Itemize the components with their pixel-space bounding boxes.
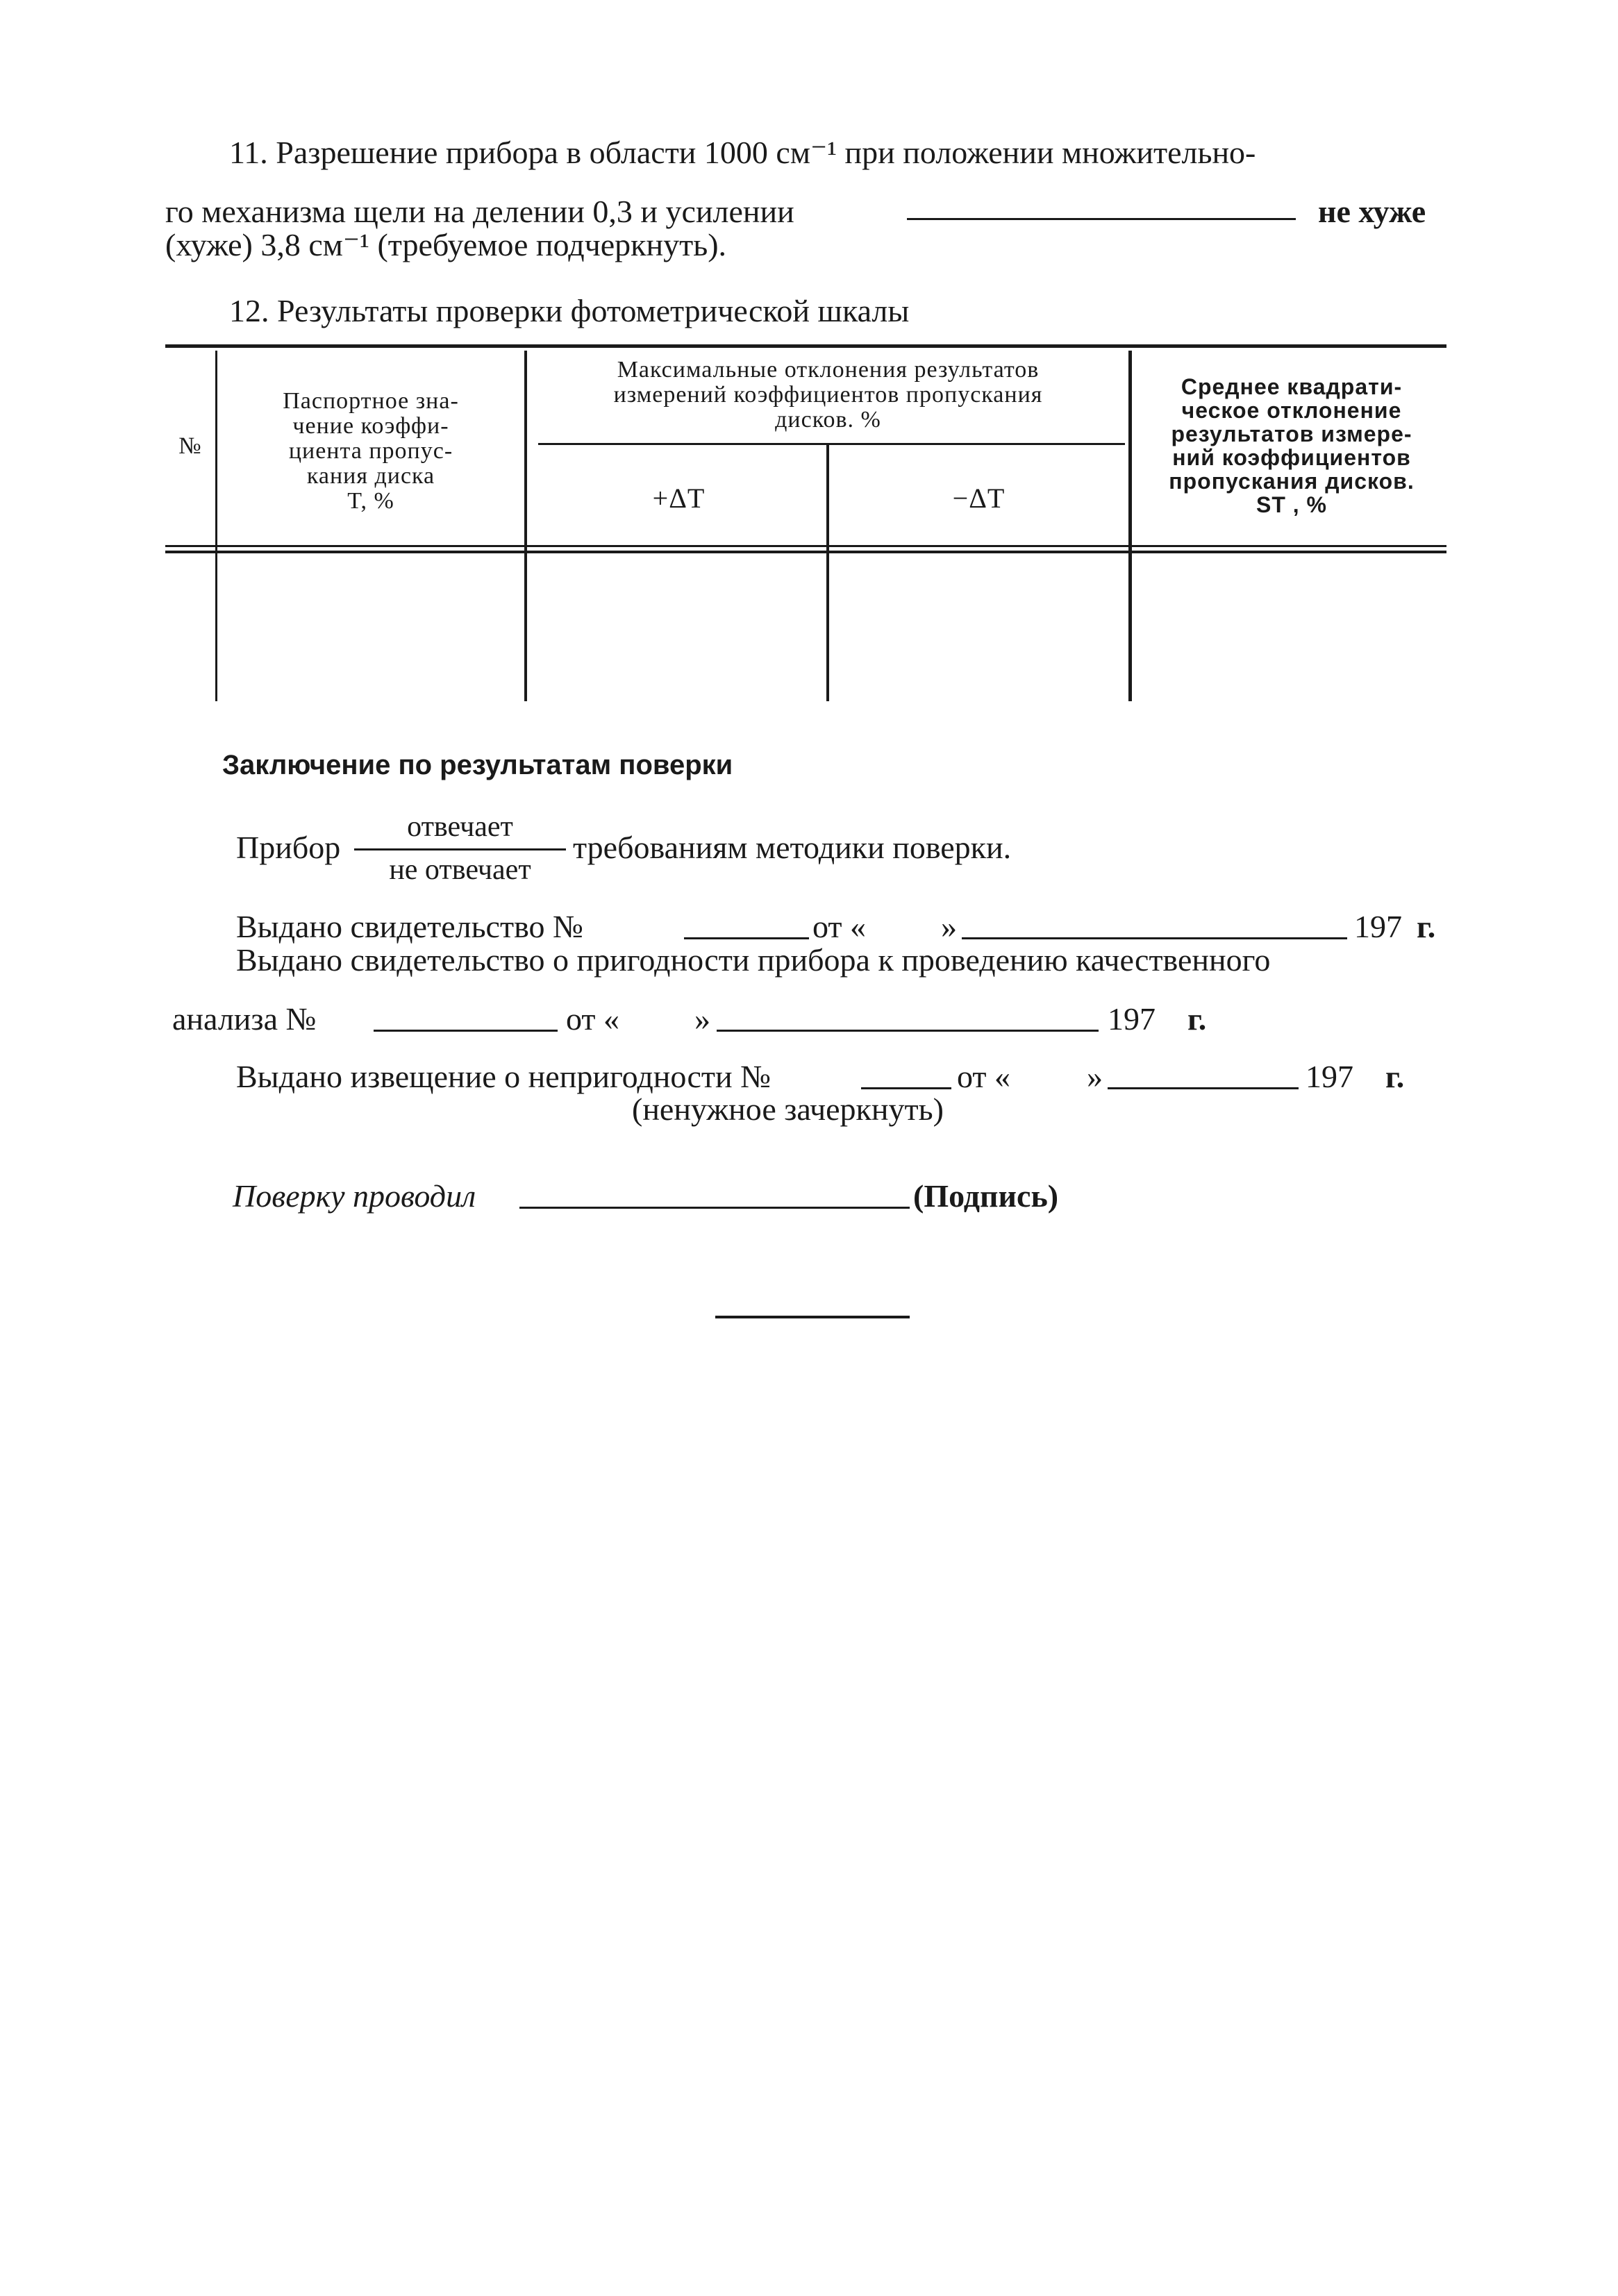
table-col-passport: Паспортное зна- чение коэффи- циента пропус- кания диска T, % (283, 388, 459, 514)
table-col-plus-delta: +ΔT (652, 483, 706, 514)
item11-line2: го механизма щели на делении 0,3 и усилении (165, 194, 794, 229)
option-complies: отвечает (407, 811, 513, 843)
table-col-minus-delta: −ΔT (952, 483, 1006, 514)
certificate-date-blank (962, 937, 1347, 939)
performed-by-label: Поверку проводил (233, 1178, 476, 1214)
certificate-label: Выдано свидетельство № (236, 909, 583, 944)
notice-year-suffix: г. (1385, 1059, 1405, 1094)
fitness-certificate-line2: анализа № (172, 1001, 317, 1037)
certificate-year: 197 (1354, 909, 1402, 944)
certificate-close-quote: » (941, 909, 957, 944)
item11-line2-right: не хуже (1318, 194, 1426, 229)
closing-rule (715, 1316, 910, 1318)
table-header-rule-1 (165, 545, 1446, 547)
table-subheader-rule (538, 443, 1125, 445)
table-col-number: № (178, 433, 202, 459)
notice-close-quote: » (1087, 1059, 1103, 1094)
notice-year: 197 (1306, 1059, 1353, 1094)
table-col-max-deviation: Максимальные отклонения результатов измерений коэффициентов пропускания дисков. % (613, 357, 1043, 433)
item11-line1: 11. Разрешение прибора в области 1000 см⁻¹ при положении множительно- (229, 135, 1256, 170)
conclusion-heading: Заключение по результатам поверки (222, 750, 733, 780)
notice-date-blank (1108, 1087, 1299, 1089)
fitness-close-quote: » (694, 1001, 710, 1037)
table-vline-3 (826, 444, 829, 701)
fitness-certificate-line1: Выдано свидетельство о пригодности прибора к проведению качественного (236, 942, 1271, 978)
unfitness-notice-label: Выдано извещение о непригодности № (236, 1059, 772, 1094)
fitness-number-blank (374, 1030, 558, 1032)
item11-line3: (хуже) 3,8 см⁻¹ (требуемое подчеркнуть). (165, 227, 727, 262)
device-suffix: требованиям методики поверки. (573, 830, 1012, 865)
certificate-from: от « (812, 909, 866, 944)
table-vline-2 (524, 351, 527, 701)
table-header-rule-2 (165, 551, 1446, 553)
table-vline-1 (215, 351, 217, 701)
table-vline-4 (1128, 351, 1132, 701)
notice-number-blank (861, 1087, 951, 1089)
notice-from: от « (957, 1059, 1010, 1094)
fitness-year: 197 (1108, 1001, 1156, 1037)
fitness-year-suffix: г. (1187, 1001, 1207, 1037)
fraction-line (354, 848, 566, 850)
device-label: Прибор (236, 830, 341, 865)
option-not-complies: не отвечает (389, 854, 531, 886)
table-top-rule (165, 344, 1446, 348)
table-col-std-deviation: Среднее квадрати- ческое отклонение результатов измере- ний коэффициентов пропускания дисков. ST , % (1169, 374, 1415, 517)
strike-note: (ненужное зачеркнуть) (632, 1091, 944, 1127)
gain-blank-line (907, 218, 1296, 220)
fitness-date-blank (717, 1030, 1099, 1032)
certificate-number-blank (684, 937, 809, 939)
certificate-year-suffix: г. (1417, 909, 1436, 944)
signature-blank (519, 1207, 910, 1209)
fitness-from: от « (566, 1001, 619, 1037)
signature-label: (Подпись) (913, 1178, 1059, 1214)
item12-title: 12. Результаты проверки фотометрической шкалы (229, 293, 910, 328)
